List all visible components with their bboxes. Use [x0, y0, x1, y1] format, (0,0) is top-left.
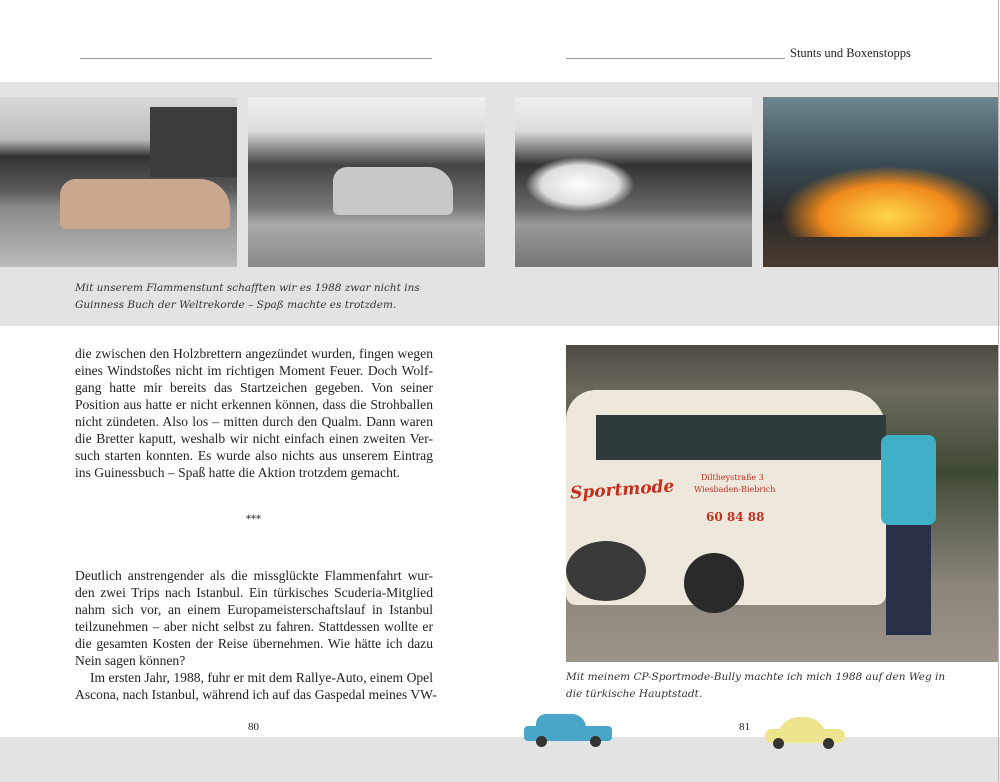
- photo-vw-bus: [566, 345, 998, 662]
- text-line: teilzunehmen – aber nicht selbst zu fahren. Stattdessen wollte er: [75, 619, 433, 634]
- footer-band: [0, 737, 1000, 782]
- text-line: die Bretter kaputt, weshalb wir nicht einfach einen zweiten Ver-: [75, 431, 433, 446]
- text-line: nahm sich vor, an einem Europameisterschaftslauf in Istanbul: [75, 602, 433, 617]
- text-line: gang hatte mir bereits das Startzeichen gegeben. Von seiner: [75, 380, 433, 395]
- photo-car-ramp: [248, 97, 485, 267]
- text-line: Deutlich anstrengender als die missglückte Flammenfahrt wur-: [75, 568, 433, 583]
- text-line: Ascona, nach Istanbul, während ich auf das Gaspedal meines VW-: [75, 687, 437, 702]
- van-phone-lettering: 60 84 88: [706, 510, 765, 524]
- text-line: ins Guinessbuch – Spaß hatte die Aktion trotzdem gemacht.: [75, 465, 401, 480]
- top-caption-line: Guinness Buch der Weltrekorde – Spaß machte es trotzdem.: [75, 299, 397, 311]
- text-line: die zwischen den Holzbrettern angezündet wurden, fingen wegen: [75, 346, 433, 361]
- photo-car-crowd: [0, 97, 237, 267]
- van-address-lettering: Diltheystraße 3: [701, 473, 764, 482]
- text-line: die gesamten Kosten der Reise übernehmen. Wie hätte ich dazu: [75, 636, 433, 651]
- photo-fire-explosion: [515, 97, 752, 267]
- text-line: Nein sagen können?: [75, 653, 186, 668]
- page-number-right: 81: [739, 721, 750, 733]
- header-rule-right: [566, 58, 785, 59]
- header-rule-left: [80, 58, 432, 59]
- text-line: Position aus hatte er nicht erkennen können, dass die Strohballen: [75, 397, 433, 412]
- text-line: such starten konnten. Es wurde also nichts aus unserem Eintrag: [75, 448, 433, 463]
- van-city-lettering: Wiesbaden-Biebrich: [694, 485, 776, 494]
- text-line: nicht zündeten. Also los – mitten durch den Qualm. Dann waren: [75, 414, 433, 429]
- running-title: Stunts und Boxenstopps: [790, 46, 911, 60]
- right-caption-line: die türkische Hauptstadt.: [566, 688, 703, 700]
- right-caption-line: Mit meinem CP-Sportmode-Bully machte ich mich 1988 auf den Weg in: [566, 671, 946, 683]
- page-number-left: 80: [248, 721, 259, 733]
- text-line: Im ersten Jahr, 1988, fuhr er mit dem Rallye-Auto, einem Opel: [90, 670, 433, 685]
- section-separator: ***: [246, 514, 261, 525]
- yellow-beetle-car-image: [765, 717, 845, 750]
- photo-flames: [763, 97, 998, 267]
- blue-rally-car-image: [524, 714, 612, 747]
- text-line: eines Windstoßes nicht im richtigen Moment Feuer. Doch Wolf-: [75, 363, 433, 378]
- right-edge-border: [998, 0, 999, 782]
- top-caption-line: Mit unserem Flammenstunt schafften wir es 1988 zwar nicht ins: [75, 282, 420, 294]
- text-line: den zwei Trips nach Istanbul. Ein türkisches Scuderia-Mitglied: [75, 585, 433, 600]
- van-brand-lettering: Sportmode: [569, 476, 675, 504]
